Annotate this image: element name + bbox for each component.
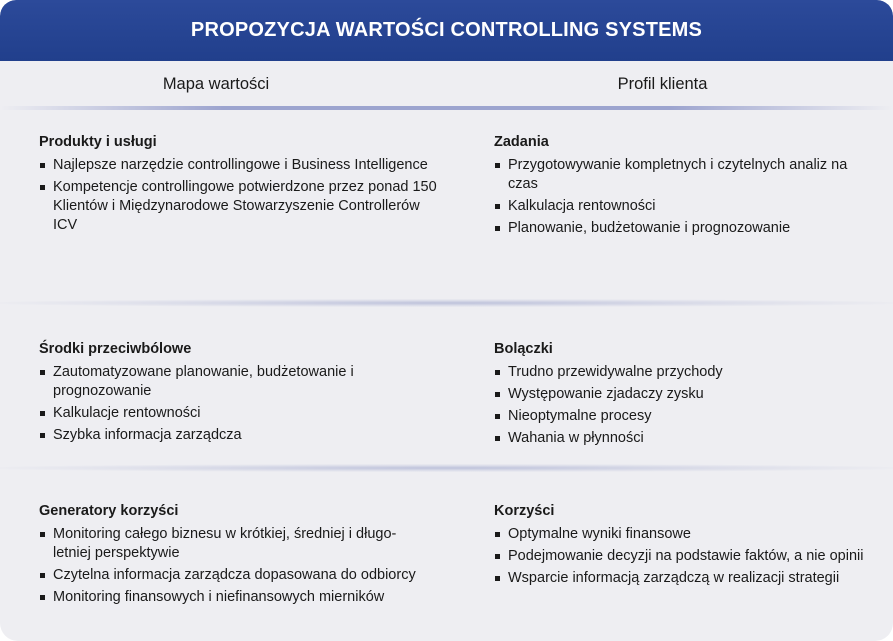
- section-title: Bolączki: [494, 341, 553, 357]
- section-title: Produkty i usługi: [39, 134, 157, 150]
- bullet-icon: [495, 226, 500, 231]
- section-title: Generatory korzyści: [39, 503, 179, 519]
- bullet-icon: [40, 595, 45, 600]
- list-item: Monitoring całego biznesu w krótkiej, średniej i długo-letniej perspektywie: [39, 525, 434, 563]
- bullet-icon: [495, 532, 500, 537]
- list-item: Kalkulacje rentowności: [39, 404, 369, 423]
- section-pain-relievers: [39, 339, 369, 448]
- section-products: [39, 132, 459, 238]
- bullet-icon: [40, 433, 45, 438]
- list-item: Monitoring finansowych i niefinansowych mierników: [39, 588, 434, 607]
- list-item: Planowanie, budżetowanie i prognozowanie: [494, 219, 864, 238]
- bullet-icon: [495, 414, 500, 419]
- bullet-icon: [40, 163, 45, 168]
- section-title: Korzyści: [494, 503, 555, 519]
- section-gain-creators: [39, 501, 434, 610]
- list-item: Wsparcie informacją zarządczą w realizacji strategii: [494, 569, 879, 588]
- list-item: Podejmowanie decyzji na podstawie faktów, a nie opinii: [494, 547, 879, 566]
- gains-list: [494, 525, 879, 588]
- list-item: Występowanie zjadaczy zysku: [494, 385, 864, 404]
- list-item: Kompetencje controllingowe potwierdzone przez ponad 150 Klientów i Międzynarodowe Stowarzyszenie Controllerów ICV: [39, 178, 443, 235]
- list-item: Kalkulacja rentowności: [494, 197, 864, 216]
- section-pains: [494, 339, 864, 451]
- bullet-icon: [495, 204, 500, 209]
- title-banner: [0, 0, 893, 61]
- list-item: Optymalne wyniki finansowe: [494, 525, 879, 544]
- bullet-icon: [40, 370, 45, 375]
- bullet-icon: [495, 392, 500, 397]
- products-list: [39, 156, 459, 235]
- section-tasks: [494, 132, 864, 241]
- list-item: Zautomatyzowane planowanie, budżetowanie i prognozowanie: [39, 363, 369, 401]
- bullet-icon: [495, 436, 500, 441]
- row-divider-2: [0, 464, 893, 472]
- list-item: Przygotowywanie kompletnych i czytelnych analiz na czas: [494, 156, 864, 194]
- page-title: PROPOZYCJA WARTOŚCI CONTROLLING SYSTEMS: [190, 19, 703, 41]
- column-header-value-map: Mapa wartości: [162, 75, 270, 93]
- list-item: Szybka informacja zarządcza: [39, 426, 369, 445]
- bullet-icon: [40, 532, 45, 537]
- bullet-icon: [40, 573, 45, 578]
- bullet-icon: [40, 185, 45, 190]
- bullet-icon: [40, 411, 45, 416]
- bullet-icon: [495, 576, 500, 581]
- bullet-icon: [495, 163, 500, 168]
- list-item: Najlepsze narzędzie controllingowe i Business Intelligence: [39, 156, 463, 175]
- section-gains: [494, 501, 879, 591]
- bullet-icon: [495, 554, 500, 559]
- pain-relievers-list: [39, 363, 369, 445]
- section-title: Zadania: [494, 134, 549, 150]
- list-item: Nieoptymalne procesy: [494, 407, 864, 426]
- list-item: Czytelna informacja zarządcza dopasowana do odbiorcy: [39, 566, 434, 585]
- list-item: Trudno przewidywalne przychody: [494, 363, 864, 382]
- pains-list: [494, 363, 864, 448]
- tasks-list: [494, 156, 864, 238]
- bullet-icon: [495, 370, 500, 375]
- gain-creators-list: [39, 525, 434, 607]
- header-divider: [0, 106, 893, 110]
- section-title: Środki przeciwbólowe: [39, 341, 192, 357]
- column-header-customer-profile: Profil klienta: [617, 75, 708, 93]
- list-item: Wahania w płynności: [494, 429, 864, 448]
- row-divider-1: [0, 299, 893, 307]
